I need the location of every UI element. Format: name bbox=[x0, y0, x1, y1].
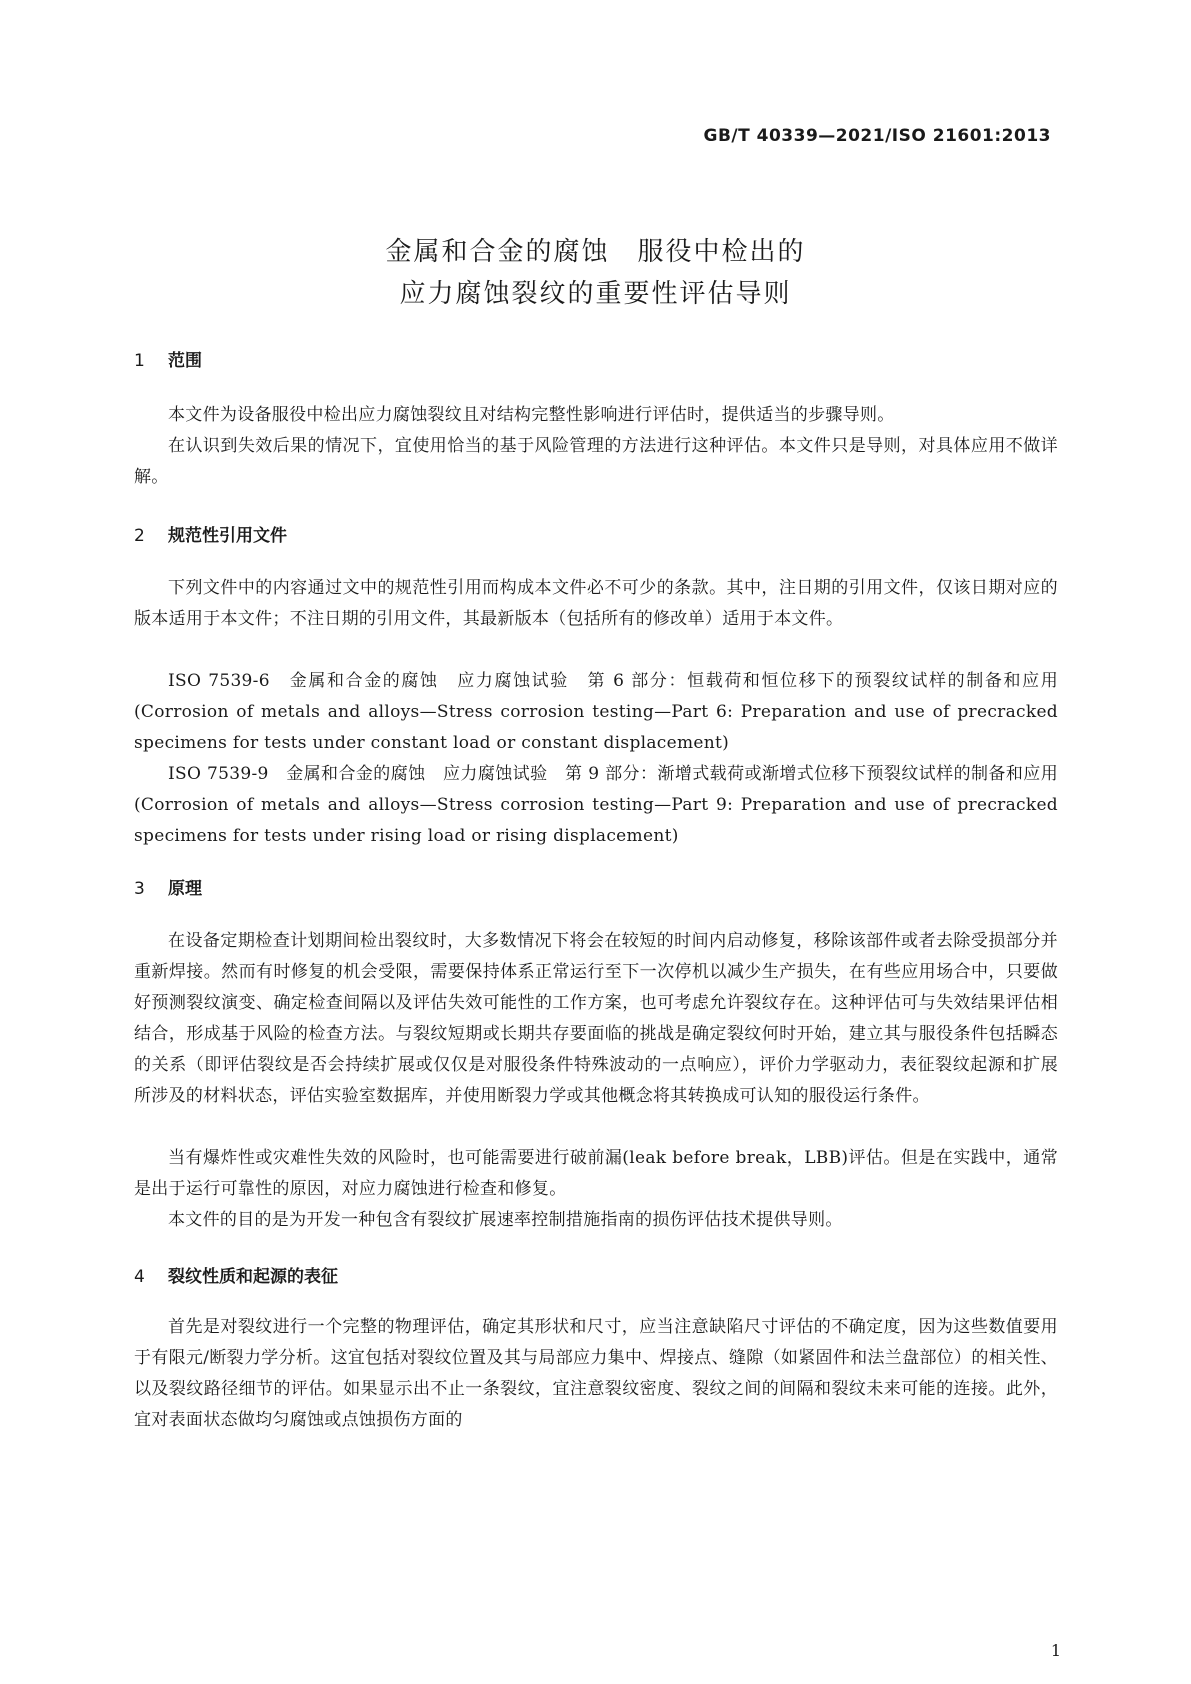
section-title: 裂纹性质和起源的表征 bbox=[168, 1267, 338, 1287]
reference-entry: ISO 7539-6 金属和合金的腐蚀 应力腐蚀试验 第 6 部分：恒载荷和恒位移下的预裂纹试样的制备和应用(Corrosion of metals and alloys—Stress corrosion testing—Part 6: Preparation and use of precracked specimens for tests under constant load or constant displacement) bbox=[134, 671, 1058, 753]
section-title: 规范性引用文件 bbox=[168, 526, 287, 546]
paragraph: 当有爆炸性或灾难性失效的风险时，也可能需要进行破前漏(leak before break，LBB)评估。但是在实践中，通常是出于运行可靠性的原因，对应力腐蚀进行检查和修复。 bbox=[134, 1148, 1058, 1199]
section-heading-3 bbox=[134, 874, 202, 899]
section-title: 范围 bbox=[168, 351, 202, 371]
section-heading-4 bbox=[134, 1262, 338, 1287]
paragraph: 在认识到失效后果的情况下，宜使用恰当的基于风险管理的方法进行这种评估。本文件只是导则，对具体应用不做详解。 bbox=[134, 436, 1058, 487]
document-title-line-2: 应力腐蚀裂纹的重要性评估导则 bbox=[399, 279, 792, 309]
section-number: 3 bbox=[134, 879, 145, 899]
standard-code: GB/T 40339—2021/ISO 21601:2013 bbox=[703, 126, 1051, 146]
paragraph: 本文件的目的是为开发一种包含有裂纹扩展速率控制措施指南的损伤评估技术提供导则。 bbox=[168, 1210, 843, 1230]
paragraph: 下列文件中的内容通过文中的规范性引用而构成本文件必不可少的条款。其中，注日期的引用文件，仅该日期对应的版本适用于本文件；不注日期的引用文件，其最新版本（包括所有的修改单）适用于本文件。 bbox=[134, 578, 1058, 629]
section-heading-1 bbox=[134, 346, 202, 371]
paragraph: 本文件为设备服役中检出应力腐蚀裂纹且对结构完整性影响进行评估时，提供适当的步骤导则。 bbox=[168, 405, 895, 425]
section-title: 原理 bbox=[168, 879, 202, 899]
page-number: 1 bbox=[1050, 1641, 1061, 1660]
section-number: 4 bbox=[134, 1267, 145, 1287]
section-heading-2 bbox=[134, 521, 287, 546]
reference-entry: ISO 7539-9 金属和合金的腐蚀 应力腐蚀试验 第 9 部分：渐增式载荷或渐增式位移下预裂纹试样的制备和应用(Corrosion of metals and alloys—Stress corrosion testing—Part 9: Preparation and use of precracked specimens for tests under rising load or rising displacement) bbox=[134, 764, 1058, 846]
paragraph: 首先是对裂纹进行一个完整的物理评估，确定其形状和尺寸，应当注意缺陷尺寸评估的不确定度，因为这些数值要用于有限元/断裂力学分析。这宜包括对裂纹位置及其与局部应力集中、焊接点、缝隙（如紧固件和法兰盘部位）的相关性、以及裂纹路径细节的评估。如果显示出不止一条裂纹，宜注意裂纹密度、裂纹之间的间隔和裂纹未来可能的连接。此外，宜对表面状态做均匀腐蚀或点蚀损伤方面的 bbox=[134, 1317, 1058, 1430]
section-number: 2 bbox=[134, 526, 145, 546]
section-number: 1 bbox=[134, 351, 145, 371]
paragraph: 在设备定期检查计划期间检出裂纹时，大多数情况下将会在较短的时间内启动修复，移除该部件或者去除受损部分并重新焊接。然而有时修复的机会受限，需要保持体系正常运行至下一次停机以减少生产损失，在有些应用场合中，只要做好预测裂纹演变、确定检查间隔以及评估失效可能性的工作方案，也可考虑允许裂纹存在。这种评估可与失效结果评估相结合，形成基于风险的检查方法。与裂纹短期或长期共存要面临的挑战是确定裂纹何时开始，建立其与服役条件包括瞬态的关系（即评估裂纹是否会持续扩展或仅仅是对服役条件特殊波动的一点响应），评价力学驱动力，表征裂纹起源和扩展所涉及的材料状态，评估实验室数据库，并使用断裂力学或其他概念将其转换成可认知的服役运行条件。 bbox=[134, 931, 1058, 1106]
document-title-line-1: 金属和合金的腐蚀 服役中检出的 bbox=[385, 237, 806, 267]
